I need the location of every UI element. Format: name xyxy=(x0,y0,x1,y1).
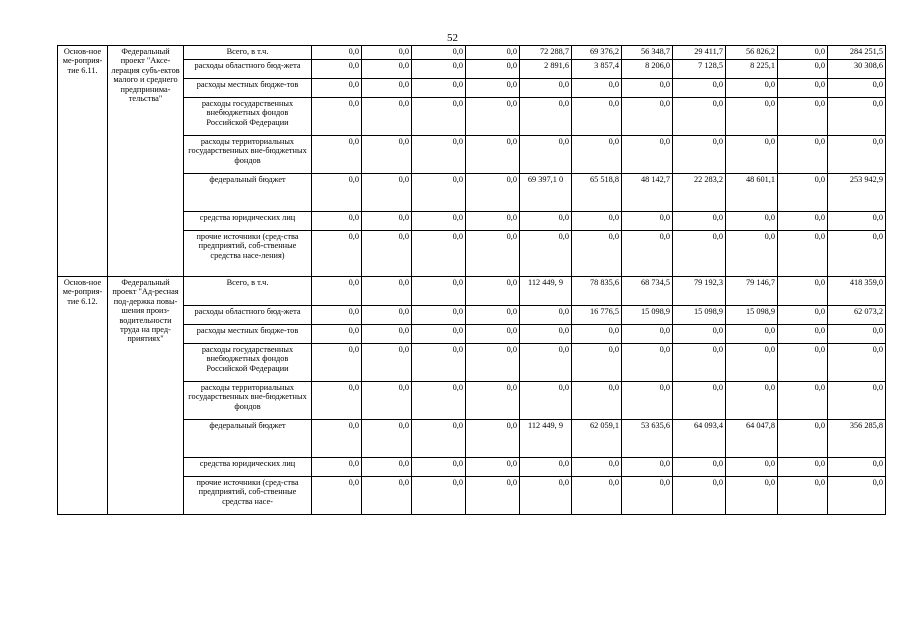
value-cell: 0,0 xyxy=(673,325,726,344)
value-cell: 3 857,4 xyxy=(572,60,622,79)
value-cell: 0,0 xyxy=(312,136,362,174)
value-cell: 53 635,6 xyxy=(622,420,673,458)
value-cell: 0,0 xyxy=(572,458,622,477)
value-cell: 0,0 xyxy=(412,212,466,231)
value-cell: 15 098,9 xyxy=(622,306,673,325)
value-cell: 0,0 xyxy=(778,325,828,344)
value-cell: 62 073,2 xyxy=(828,306,886,325)
value-cell: 64 047,8 xyxy=(726,420,778,458)
table-row xyxy=(58,46,886,60)
funding-source: расходы областного бюд-жета xyxy=(184,306,312,325)
value-cell: 0,0 xyxy=(572,325,622,344)
value-cell: 0,0 xyxy=(466,60,520,79)
value-cell: 0,0 xyxy=(412,46,466,60)
value-cell: 0,0 xyxy=(572,231,622,277)
value-cell: 0,0 xyxy=(412,306,466,325)
value-cell: 29 411,7 xyxy=(673,46,726,60)
value-cell: 0,0 xyxy=(778,277,828,306)
value-cell: 0,0 xyxy=(828,79,886,98)
value-cell: 0,0 xyxy=(622,212,673,231)
value-cell: 0,0 xyxy=(466,231,520,277)
value-cell: 0,0 xyxy=(362,277,412,306)
value-cell: 0,0 xyxy=(622,325,673,344)
value-cell: 0,0 xyxy=(622,477,673,515)
value-cell: 418 359,0 xyxy=(828,277,886,306)
value-cell: 15 098,9 xyxy=(673,306,726,325)
funding-source: расходы территориальных государственных вне-бюджетных фондов xyxy=(184,382,312,420)
funding-source: федеральный бюджет xyxy=(184,174,312,212)
value-cell: 0,0 xyxy=(362,46,412,60)
value-cell: 0,0 xyxy=(312,382,362,420)
project-name: Федеральный проект "Ад-ресная под-держка повы-шения произ-водительности труда на пред-приятиях" xyxy=(108,277,184,515)
budget-table-body xyxy=(58,46,886,515)
funding-source: Всего, в т.ч. xyxy=(184,46,312,60)
value-cell: 56 826,2 xyxy=(726,46,778,60)
value-cell: 30 308,6 xyxy=(828,60,886,79)
value-cell: 0,0 xyxy=(726,79,778,98)
value-cell: 0,0 xyxy=(828,458,886,477)
value-cell: 0,0 xyxy=(622,382,673,420)
value-cell: 2 891,6 xyxy=(520,60,572,79)
value-cell: 0,0 xyxy=(572,212,622,231)
value-cell: 0,0 xyxy=(412,98,466,136)
value-cell: 0,0 xyxy=(520,231,572,277)
activity-number: Основ-ное ме-роприя-тие 6.11. xyxy=(58,46,108,277)
value-cell: 0,0 xyxy=(520,458,572,477)
value-cell: 0,0 xyxy=(412,420,466,458)
value-cell: 0,0 xyxy=(778,306,828,325)
value-cell: 0,0 xyxy=(412,477,466,515)
value-cell: 0,0 xyxy=(312,325,362,344)
value-cell: 0,0 xyxy=(828,382,886,420)
value-cell: 8 225,1 xyxy=(726,60,778,79)
value-cell: 0,0 xyxy=(466,382,520,420)
value-cell: 0,0 xyxy=(572,98,622,136)
value-cell: 0,0 xyxy=(726,212,778,231)
value-cell: 0,0 xyxy=(778,344,828,382)
value-cell: 0,0 xyxy=(572,344,622,382)
value-cell: 0,0 xyxy=(412,136,466,174)
value-cell: 0,0 xyxy=(828,344,886,382)
value-cell: 0,0 xyxy=(362,458,412,477)
value-cell: 0,0 xyxy=(778,420,828,458)
value-cell: 0,0 xyxy=(362,231,412,277)
value-cell: 0,0 xyxy=(362,212,412,231)
value-cell: 0,0 xyxy=(828,98,886,136)
value-cell: 0,0 xyxy=(828,212,886,231)
value-cell: 0,0 xyxy=(778,60,828,79)
value-cell: 0,0 xyxy=(362,477,412,515)
value-cell: 0,0 xyxy=(362,382,412,420)
value-cell: 0,0 xyxy=(828,477,886,515)
funding-source: расходы областного бюд-жета xyxy=(184,60,312,79)
value-cell: 0,0 xyxy=(726,325,778,344)
value-cell: 15 098,9 xyxy=(726,306,778,325)
value-cell: 8 206,0 xyxy=(622,60,673,79)
value-cell: 22 283,2 xyxy=(673,174,726,212)
value-cell: 0,0 xyxy=(466,306,520,325)
value-cell: 0,0 xyxy=(412,382,466,420)
value-cell: 0,0 xyxy=(778,477,828,515)
table-row xyxy=(58,277,886,306)
value-cell: 0,0 xyxy=(673,458,726,477)
value-cell: 0,0 xyxy=(828,136,886,174)
value-cell: 0,0 xyxy=(362,60,412,79)
value-cell: 0,0 xyxy=(726,98,778,136)
value-cell: 0,0 xyxy=(520,306,572,325)
value-cell: 0,0 xyxy=(726,344,778,382)
value-cell: 0,0 xyxy=(673,231,726,277)
page-number: 52 xyxy=(447,32,458,44)
value-cell: 48 142,7 xyxy=(622,174,673,212)
value-cell: 7 128,5 xyxy=(673,60,726,79)
activity-number: Основ-ное ме-роприя-тие 6.12. xyxy=(58,277,108,515)
funding-source: прочие источники (сред-ства предприятий, соб-ственные средства насе-ления) xyxy=(184,231,312,277)
value-cell: 0,0 xyxy=(520,477,572,515)
project-name: Федеральный проект "Аксе-лерация субъ-ектов малого и среднего предпринима-тельства" xyxy=(108,46,184,277)
value-cell: 0,0 xyxy=(778,458,828,477)
value-cell: 0,0 xyxy=(466,477,520,515)
funding-source: федеральный бюджет xyxy=(184,420,312,458)
value-cell: 0,0 xyxy=(622,136,673,174)
value-cell: 0,0 xyxy=(520,344,572,382)
value-cell: 0,0 xyxy=(520,79,572,98)
value-cell: 0,0 xyxy=(362,79,412,98)
value-cell: 0,0 xyxy=(412,344,466,382)
value-cell: 56 348,7 xyxy=(622,46,673,60)
value-cell: 0,0 xyxy=(673,79,726,98)
value-cell: 0,0 xyxy=(466,98,520,136)
value-cell: 0,0 xyxy=(312,306,362,325)
value-cell: 0,0 xyxy=(312,231,362,277)
funding-source: прочие источники (сред-ства предприятий, соб-ственные средства насе- xyxy=(184,477,312,515)
value-cell: 0,0 xyxy=(312,277,362,306)
value-cell: 0,0 xyxy=(726,382,778,420)
funding-source: средства юридических лиц xyxy=(184,212,312,231)
value-cell: 0,0 xyxy=(673,136,726,174)
value-cell: 0,0 xyxy=(466,277,520,306)
value-cell: 0,0 xyxy=(412,231,466,277)
value-cell: 0,0 xyxy=(828,325,886,344)
value-cell: 0,0 xyxy=(673,477,726,515)
value-cell: 0,0 xyxy=(312,60,362,79)
value-cell: 0,0 xyxy=(778,136,828,174)
value-cell: 0,0 xyxy=(520,212,572,231)
value-cell: 0,0 xyxy=(572,382,622,420)
funding-source: расходы территориальных государственных вне-бюджетных фондов xyxy=(184,136,312,174)
value-cell: 0,0 xyxy=(362,98,412,136)
value-cell: 0,0 xyxy=(362,174,412,212)
funding-source: расходы государственных внебюджетных фондов Российской Федерации xyxy=(184,344,312,382)
value-cell: 0,0 xyxy=(466,79,520,98)
value-cell: 69 397,1 0 xyxy=(520,174,572,212)
funding-source: расходы местных бюдже-тов xyxy=(184,79,312,98)
value-cell: 0,0 xyxy=(572,477,622,515)
value-cell: 112 449, 9 xyxy=(520,277,572,306)
value-cell: 0,0 xyxy=(362,306,412,325)
funding-source: расходы местных бюдже-тов xyxy=(184,325,312,344)
value-cell: 0,0 xyxy=(726,458,778,477)
value-cell: 0,0 xyxy=(412,79,466,98)
value-cell: 0,0 xyxy=(466,212,520,231)
value-cell: 0,0 xyxy=(412,458,466,477)
value-cell: 0,0 xyxy=(778,382,828,420)
value-cell: 0,0 xyxy=(520,325,572,344)
value-cell: 68 734,5 xyxy=(622,277,673,306)
value-cell: 0,0 xyxy=(520,98,572,136)
value-cell: 48 601,1 xyxy=(726,174,778,212)
value-cell: 0,0 xyxy=(362,420,412,458)
value-cell: 0,0 xyxy=(466,344,520,382)
value-cell: 65 518,8 xyxy=(572,174,622,212)
value-cell: 0,0 xyxy=(312,79,362,98)
value-cell: 0,0 xyxy=(622,458,673,477)
value-cell: 0,0 xyxy=(466,136,520,174)
value-cell: 0,0 xyxy=(673,212,726,231)
value-cell: 79 192,3 xyxy=(673,277,726,306)
value-cell: 0,0 xyxy=(312,174,362,212)
value-cell: 0,0 xyxy=(828,231,886,277)
value-cell: 0,0 xyxy=(312,477,362,515)
value-cell: 0,0 xyxy=(520,136,572,174)
value-cell: 0,0 xyxy=(778,174,828,212)
value-cell: 0,0 xyxy=(572,136,622,174)
value-cell: 0,0 xyxy=(466,458,520,477)
value-cell: 0,0 xyxy=(312,420,362,458)
value-cell: 0,0 xyxy=(312,344,362,382)
value-cell: 0,0 xyxy=(622,98,673,136)
value-cell: 0,0 xyxy=(466,325,520,344)
value-cell: 0,0 xyxy=(778,79,828,98)
value-cell: 0,0 xyxy=(362,325,412,344)
value-cell: 0,0 xyxy=(466,174,520,212)
funding-source: Всего, в т.ч. xyxy=(184,277,312,306)
value-cell: 284 251,5 xyxy=(828,46,886,60)
value-cell: 0,0 xyxy=(412,325,466,344)
value-cell: 0,0 xyxy=(412,60,466,79)
value-cell: 0,0 xyxy=(412,277,466,306)
funding-source: средства юридических лиц xyxy=(184,458,312,477)
value-cell: 0,0 xyxy=(673,382,726,420)
value-cell: 0,0 xyxy=(362,136,412,174)
value-cell: 0,0 xyxy=(673,344,726,382)
value-cell: 0,0 xyxy=(778,212,828,231)
value-cell: 69 376,2 xyxy=(572,46,622,60)
value-cell: 0,0 xyxy=(726,477,778,515)
value-cell: 0,0 xyxy=(312,46,362,60)
value-cell: 0,0 xyxy=(622,231,673,277)
value-cell: 112 449, 9 xyxy=(520,420,572,458)
value-cell: 0,0 xyxy=(412,174,466,212)
value-cell: 62 059,1 xyxy=(572,420,622,458)
value-cell: 72 288,7 xyxy=(520,46,572,60)
budget-table xyxy=(57,45,886,515)
value-cell: 64 093,4 xyxy=(673,420,726,458)
value-cell: 78 835,6 xyxy=(572,277,622,306)
value-cell: 0,0 xyxy=(778,231,828,277)
value-cell: 0,0 xyxy=(362,344,412,382)
value-cell: 0,0 xyxy=(778,98,828,136)
value-cell: 79 146,7 xyxy=(726,277,778,306)
value-cell: 0,0 xyxy=(622,344,673,382)
funding-source: расходы государственных внебюджетных фондов Российской Федерации xyxy=(184,98,312,136)
value-cell: 16 776,5 xyxy=(572,306,622,325)
value-cell: 0,0 xyxy=(466,46,520,60)
value-cell: 0,0 xyxy=(312,458,362,477)
value-cell: 253 942,9 xyxy=(828,174,886,212)
value-cell: 0,0 xyxy=(778,46,828,60)
value-cell: 0,0 xyxy=(312,98,362,136)
value-cell: 0,0 xyxy=(726,231,778,277)
value-cell: 0,0 xyxy=(466,420,520,458)
value-cell: 0,0 xyxy=(312,212,362,231)
value-cell: 0,0 xyxy=(726,136,778,174)
value-cell: 0,0 xyxy=(572,79,622,98)
value-cell: 0,0 xyxy=(622,79,673,98)
value-cell: 0,0 xyxy=(673,98,726,136)
value-cell: 0,0 xyxy=(520,382,572,420)
value-cell: 356 285,8 xyxy=(828,420,886,458)
